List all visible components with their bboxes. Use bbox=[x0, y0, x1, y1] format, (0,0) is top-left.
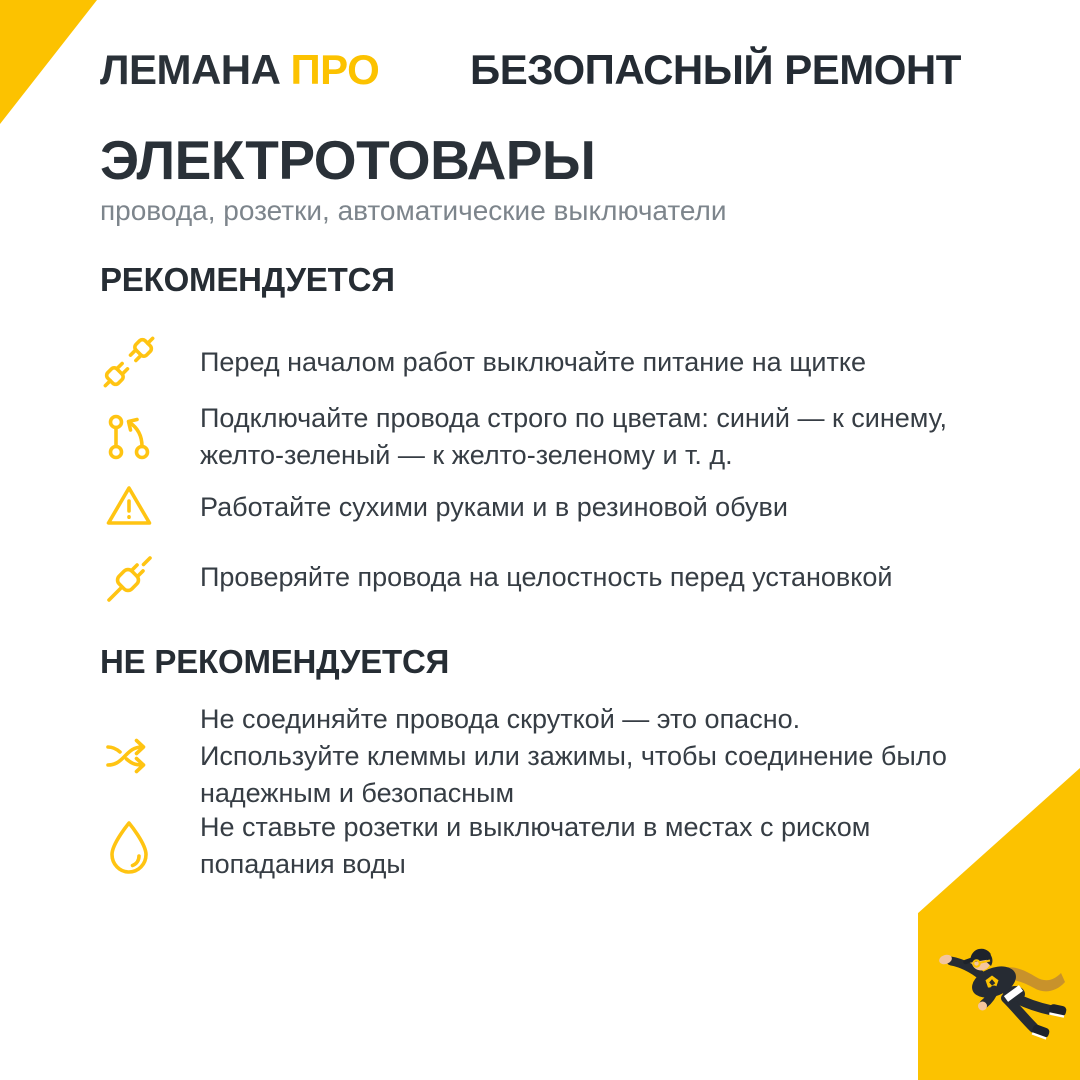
flying-handyman-character bbox=[924, 936, 1074, 1046]
unplugged-connectors-icon bbox=[100, 331, 158, 393]
brand-logo bbox=[100, 46, 379, 94]
header-title: БЕЗОПАСНЫЙ РЕМОНТ bbox=[470, 46, 961, 93]
page-title: ЭЛЕКТРОТОВАРЫ bbox=[100, 129, 596, 191]
water-drop-icon bbox=[100, 815, 158, 877]
list-item bbox=[100, 398, 980, 476]
warning-triangle-icon bbox=[100, 476, 158, 538]
recommended-heading: РЕКОМЕНДУЕТСЯ bbox=[100, 261, 395, 298]
plug-on-wire-icon bbox=[100, 546, 158, 608]
list-item-text: Проверяйте провода на целостность перед установкой bbox=[200, 561, 893, 592]
brand-logo-text-accent: ПРО bbox=[290, 46, 380, 93]
list-item bbox=[100, 474, 980, 540]
yellow-corner-top-left bbox=[0, 0, 97, 124]
list-item bbox=[100, 542, 980, 612]
list-item-text: Подключайте провода строго по цветам: синий — к синему, желто-зеленый — к желто-зеленому и т. д. bbox=[200, 403, 947, 470]
list-item-text: Не ставьте розетки и выключатели в местах с риском попадания воды bbox=[200, 812, 871, 879]
wire-branch-icon bbox=[100, 406, 158, 468]
list-item-text: Перед началом работ выключайте питание на щитке bbox=[200, 346, 866, 377]
page-subtitle: провода, розетки, автоматические выключатели bbox=[100, 195, 727, 226]
brand-logo-text-primary: ЛЕМАНА bbox=[100, 46, 281, 93]
not-recommended-heading: НЕ РЕКОМЕНДУЕТСЯ bbox=[100, 643, 450, 680]
list-item bbox=[100, 328, 980, 396]
list-item-text: Работайте сухими руками и в резиновой обуви bbox=[200, 491, 788, 522]
list-item bbox=[100, 806, 980, 886]
list-item bbox=[100, 698, 980, 814]
shuffle-arrows-icon bbox=[100, 725, 158, 787]
list-item-text: Не соединяйте провода скруткой — это опасно. Используйте клеммы или зажимы, чтобы соединение было надежным и безопасным bbox=[200, 703, 947, 808]
